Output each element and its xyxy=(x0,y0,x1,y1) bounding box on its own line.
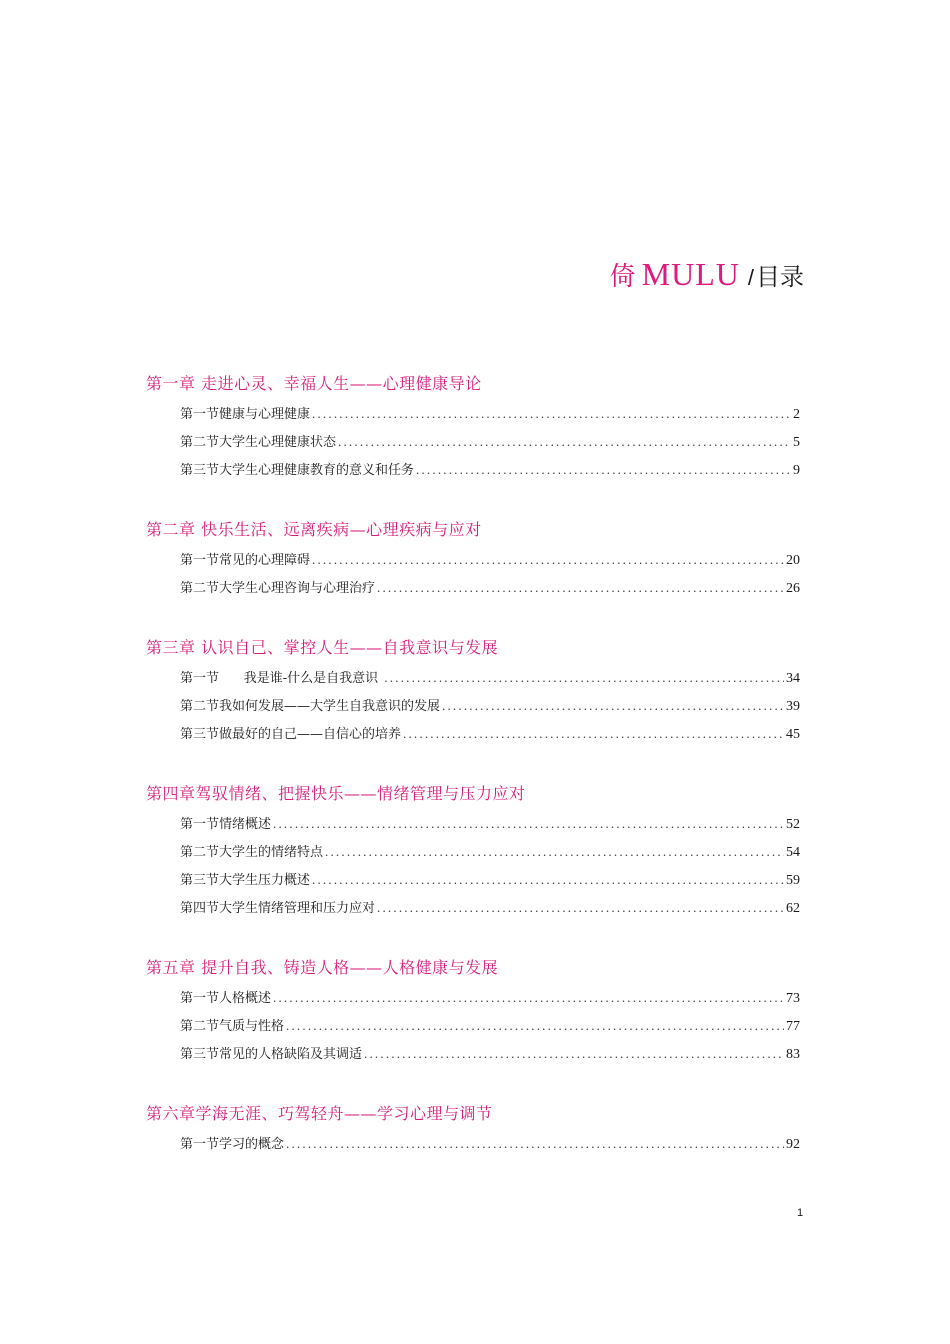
heading-glyph: 倚 xyxy=(609,262,636,292)
dot-leader xyxy=(364,1040,784,1068)
heading-latin: MULU xyxy=(641,256,740,292)
dot-leader xyxy=(377,894,784,922)
section-title: 第三节大学生心理健康教育的意义和任务 xyxy=(180,463,415,478)
chapter-2 xyxy=(146,518,800,602)
section-title: 第一节学习的概念 xyxy=(180,1137,285,1152)
dot-leader xyxy=(416,456,791,484)
chapter-title[interactable]: 第四章驾驭情绪、把握快乐——情绪管理与压力应对 xyxy=(146,784,526,803)
heading-chinese: 目录 xyxy=(756,263,804,291)
toc-entry[interactable] xyxy=(180,400,800,428)
page-number: 26 xyxy=(786,581,800,596)
dot-leader xyxy=(312,866,784,894)
page-number: 5 xyxy=(793,435,800,450)
section-title: 第三节常见的人格缺陷及其调适 xyxy=(180,1047,363,1062)
toc-entry[interactable] xyxy=(180,866,800,894)
toc-entry[interactable] xyxy=(180,720,800,748)
section-title: 第二节大学生心理咨询与心理治疗 xyxy=(180,581,376,596)
chapter-6 xyxy=(146,1102,800,1158)
page-number: 39 xyxy=(786,699,800,714)
dot-leader xyxy=(325,838,784,866)
page-number: 45 xyxy=(786,727,800,742)
chapter-title[interactable]: 第五章 提升自我、铸造人格——人格健康与发展 xyxy=(146,958,499,977)
page-number: 83 xyxy=(786,1047,800,1062)
page-number: 20 xyxy=(786,553,800,568)
dot-leader xyxy=(403,720,784,748)
chapter-title[interactable]: 第一章 走进心灵、幸福人生——心理健康导论 xyxy=(146,374,482,393)
toc-heading xyxy=(610,258,804,290)
toc-entry[interactable] xyxy=(180,984,800,1012)
footer-page-number: 1 xyxy=(797,1207,804,1219)
page-number: 2 xyxy=(793,407,800,422)
toc-entry[interactable] xyxy=(180,428,800,456)
chapter-title[interactable]: 第三章 认识自己、掌控人生——自我意识与发展 xyxy=(146,638,499,657)
chapter-1 xyxy=(146,372,800,484)
toc-entry[interactable] xyxy=(180,456,800,484)
section-title: 第三节做最好的自己——自信心的培养 xyxy=(180,727,402,742)
section-title: 第一节人格概述 xyxy=(180,991,272,1006)
dot-leader xyxy=(377,574,784,602)
dot-leader xyxy=(312,546,784,574)
toc-entry[interactable] xyxy=(180,810,800,838)
section-title: 第二节我如何发展——大学生自我意识的发展 xyxy=(180,699,441,714)
section-title: 第二节气质与性格 xyxy=(180,1019,285,1034)
section-title: 第一节健康与心理健康 xyxy=(180,407,311,422)
page-number: 77 xyxy=(786,1019,800,1034)
chapter-5 xyxy=(146,956,800,1068)
page-number: 52 xyxy=(786,817,800,832)
page-number: 92 xyxy=(786,1137,800,1152)
toc-entry[interactable] xyxy=(180,1040,800,1068)
heading-slash: / xyxy=(747,265,754,290)
chapter-4 xyxy=(146,782,800,922)
section-title: 第四节大学生情绪管理和压力应对 xyxy=(180,901,376,916)
dot-leader xyxy=(273,810,784,838)
toc-entry[interactable] xyxy=(180,664,800,692)
page-number: 54 xyxy=(786,845,800,860)
toc-entry[interactable] xyxy=(180,1012,800,1040)
section-title: 第一节 我是谁-什么是自我意识 xyxy=(180,671,383,686)
section-title: 第二节大学生心理健康状态 xyxy=(180,435,337,450)
toc-entry[interactable] xyxy=(180,1130,800,1158)
dot-leader xyxy=(286,1012,784,1040)
toc-entry[interactable] xyxy=(180,894,800,922)
page-number: 34 xyxy=(786,671,800,686)
dot-leader xyxy=(286,1130,784,1158)
dot-leader xyxy=(338,428,791,456)
dot-leader xyxy=(312,400,791,428)
toc-entry[interactable] xyxy=(180,838,800,866)
section-title: 第一节情绪概述 xyxy=(180,817,272,832)
page-number: 73 xyxy=(786,991,800,1006)
chapter-title[interactable]: 第二章 快乐生活、远离疾病—心理疾病与应对 xyxy=(146,520,482,539)
section-title: 第三节大学生压力概述 xyxy=(180,873,311,888)
chapter-3 xyxy=(146,636,800,748)
dot-leader xyxy=(273,984,784,1012)
page-number: 62 xyxy=(786,901,800,916)
dot-leader xyxy=(442,692,784,720)
dot-leader xyxy=(384,664,784,692)
toc-entry[interactable] xyxy=(180,574,800,602)
toc-entry[interactable] xyxy=(180,546,800,574)
page-number: 59 xyxy=(786,873,800,888)
section-title: 第二节大学生的情绪特点 xyxy=(180,845,324,860)
toc-entry[interactable] xyxy=(180,692,800,720)
section-title: 第一节常见的心理障碍 xyxy=(180,553,311,568)
table-of-contents xyxy=(146,372,800,1192)
page-number: 9 xyxy=(793,463,800,478)
chapter-title[interactable]: 第六章学海无涯、巧驾轻舟——学习心理与调节 xyxy=(146,1104,493,1123)
